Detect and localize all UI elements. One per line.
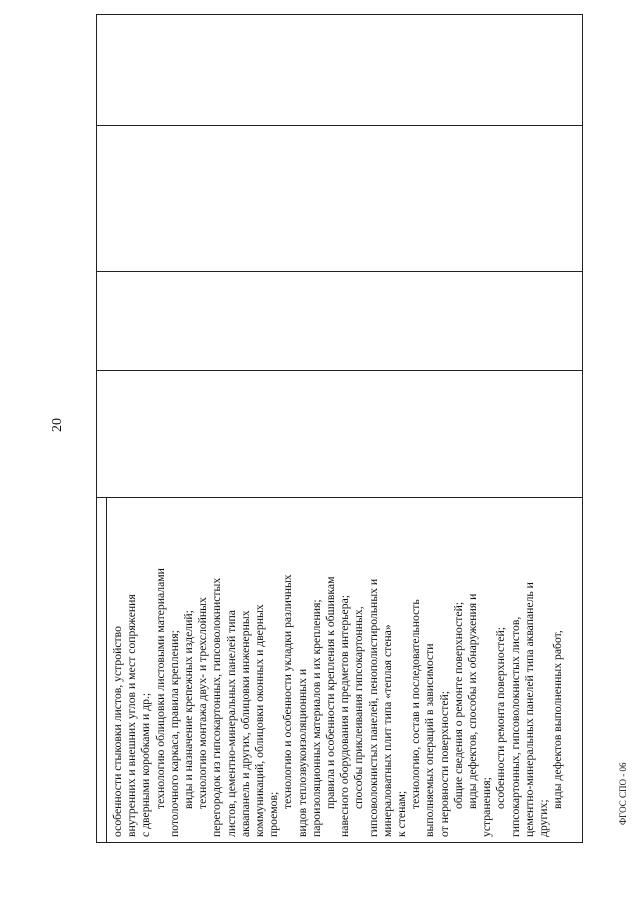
text-line: минераловатных плит типа «теплая стена»	[380, 624, 394, 837]
text-line: технологию монтажа двух- и трехслойных	[196, 597, 210, 809]
text-line: коммуникаций, облицовки оконных и дверных	[253, 604, 267, 837]
text-line: правила и особенности крепления к обшивкам	[324, 576, 338, 809]
text-line: других;	[537, 799, 551, 837]
text-line: устранения;	[480, 777, 494, 837]
text-line: гипсокартонных, гипсоволокнистых листов,	[508, 616, 522, 837]
text-line: особенности ремонта поверхностей;	[494, 627, 508, 809]
text-line: гипсоволокнистых панелей, пенополистирольных и	[366, 578, 380, 837]
table-border-left	[96, 14, 97, 842]
text-line: виды дефектов выполненных работ,	[551, 630, 565, 809]
text-line: потолочного каркаса, правила крепления;	[167, 630, 181, 837]
text-line: виды и назначение крепежных изделий;	[182, 610, 196, 809]
text-line: к стенам;	[395, 790, 409, 837]
page-number: 20	[50, 418, 65, 432]
text-line: от неровности поверхностей;	[437, 690, 451, 837]
text-line: технологию и особенности укладки различных	[281, 574, 295, 809]
table-border-top	[96, 14, 583, 15]
text-line: выполняемых операций в зависимости	[423, 643, 437, 837]
text-line: навесного оборудования и предметов интерьера;	[338, 594, 352, 837]
text-line: внутренних и внешних углов и мест сопряжения	[125, 594, 139, 837]
text-line: технологию облицовки листовыми материалами	[153, 568, 167, 809]
text-line: пароизоляционных материалов и их крепления;	[309, 599, 323, 837]
text-line: виды дефектов, способы их обнаружения и	[466, 593, 480, 809]
text-line: перегородок из гипсокартонных, гипсоволокнистых	[210, 577, 224, 837]
text-line: проемов;	[267, 791, 281, 837]
text-line: способы приклеивания гипсокартонных,	[352, 606, 366, 809]
text-line: с дверными коробками и др.;	[139, 692, 153, 837]
text-line: общие сведения о ремонте поверхностей;	[451, 601, 465, 809]
text-line: листов, цементно-минеральных панелей типа	[224, 610, 238, 837]
text-line: цементно-минеральных панелей типа аквапанель и	[522, 582, 536, 837]
text-line: особенности стыковки листов, устройство	[111, 626, 124, 837]
text-line: технологию, состав и последовательность	[409, 599, 423, 809]
text-line: видов теплозвукоизоляционных и	[295, 668, 309, 837]
competency-text-cell	[107, 97, 583, 843]
footer-code: ФГОС СПО - 06	[618, 762, 628, 825]
text-line: аквапанель и других, облицовки инженерных	[238, 610, 252, 837]
